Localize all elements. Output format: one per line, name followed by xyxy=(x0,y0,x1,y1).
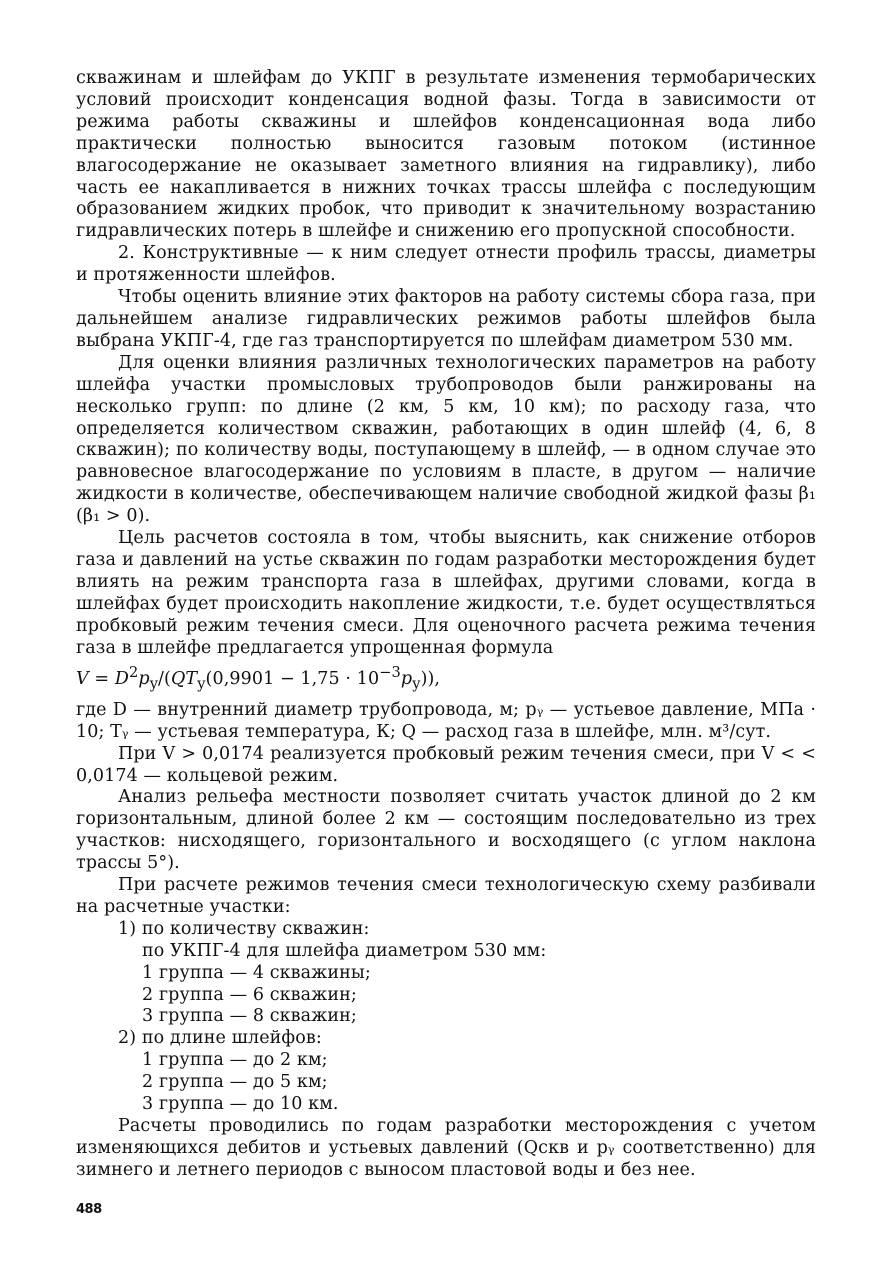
list-item: 2 группа — до 5 км; xyxy=(142,1072,328,1093)
paragraph-3: Чтобы оценить влияние этих факторов на работу системы сбора газа, при дальнейшем анализе гидравлических режимов работы шлейфов была выбрана УКПГ-4, где газ транспортируется по шлейфам диаметром 530 мм. xyxy=(76,287,816,351)
formula: $V = D^2p_y/(QT_y(0,9901 - 1,75 \cdot 10^{-3}p_y))$, xyxy=(76,664,441,693)
paragraph-6: где D — внутренний диаметр трубопровода, м; pᵧ — устьевое давление, МПа · 10; Tᵧ — устьевая температура, К; Q — расход газа в шлейфе, млн. м³/сут. xyxy=(76,699,816,742)
paragraph-7: При V > 0,0174 реализуется пробковый режим течения смеси, при V < < 0,0174 — кольцевой режим. xyxy=(76,743,816,786)
page-number: 488 xyxy=(76,1202,102,1217)
paragraph-8: Анализ рельефа местности позволяет считать участок длиной до 2 км горизонтальным, длиной более 2 км — состоящим последовательно из трех участков: нисходящего, горизонтального и восходящего (с углом наклона трассы 5°). xyxy=(76,787,816,874)
list-item: 3 группа — 8 скважин; xyxy=(142,1006,357,1027)
list-item: 1) по количеству скважин: xyxy=(118,918,370,939)
paragraph-10: Расчеты проводились по годам разработки месторождения с учетом изменяющихся дебитов и устьевых давлений (Qскв и pᵧ соответственно) для зимнего и летнего периодов с выносом пластовой воды и без нее. xyxy=(76,1116,816,1180)
paragraph-4: Для оценки влияния различных технологических параметров на работу шлейфа участки промысловых трубопроводов были ранжированы на несколько групп: по длине (2 км, 5 км, 10 км); по расходу газа, что определяется количеством скважин, работающих в один шлейф (4, 6, 8 скважин); по количеству воды, поступающему в шлейф, — в одном случае это равновесное влагосодержание по условиям в пласте, в другом — наличие жидкости в количестве, обеспечивающем наличие свободной жидкой фазы β₁ (β₁ > 0). xyxy=(76,352,816,527)
list-item: 1 группа — 4 скважины; xyxy=(142,962,371,983)
list-item: по УКПГ-4 для шлейфа диаметром 530 мм: xyxy=(142,940,547,961)
body-text xyxy=(76,68,816,1182)
paragraph-9: При расчете режимов течения смеси технологическую схему разбивали на расчетные участки: xyxy=(76,875,816,917)
paragraph-5: Цель расчетов состояла в том, чтобы выяснить, как снижение отборов газа и давлений на устье скважин по годам разработки месторождения будет влиять на режим транспорта газа в шлейфах, другими словами, когда в шлейфах будет происходить накопление жидкости, т.е. будет осуществляться пробковый режим течения смеси. Для оценочного расчета режима течения газа в шлейфе предлагается упрощенная формула xyxy=(76,528,816,658)
list-item: 3 группа — до 10 км. xyxy=(142,1094,339,1115)
paragraph-2: 2. Конструктивные — к ним следует отнести профиль трассы, диаметры и протяженности шлейфов. xyxy=(76,243,816,286)
list-item: 2 группа — 6 скважин; xyxy=(142,984,357,1005)
paragraph-1: скважинам и шлейфам до УКПГ в результате изменения термобарических условий происходит конденсация водной фазы. Тогда в зависимости от режима работы скважины и шлейфов конденсационная вода либо практически полностью выносится газовым потоком (истинное влагосодержание не оказывает заметного влияния на гидравлику), либо часть ее накапливается в нижних точках трассы шлейфа с последующим образованием жидких пробок, что приводит к значительному возрастанию гидравлических потерь в шлейфе и снижению его пропускной способности. xyxy=(76,68,816,242)
list-item: 1 группа — до 2 км; xyxy=(142,1050,328,1071)
list-item: 2) по длине шлейфов: xyxy=(118,1028,322,1049)
